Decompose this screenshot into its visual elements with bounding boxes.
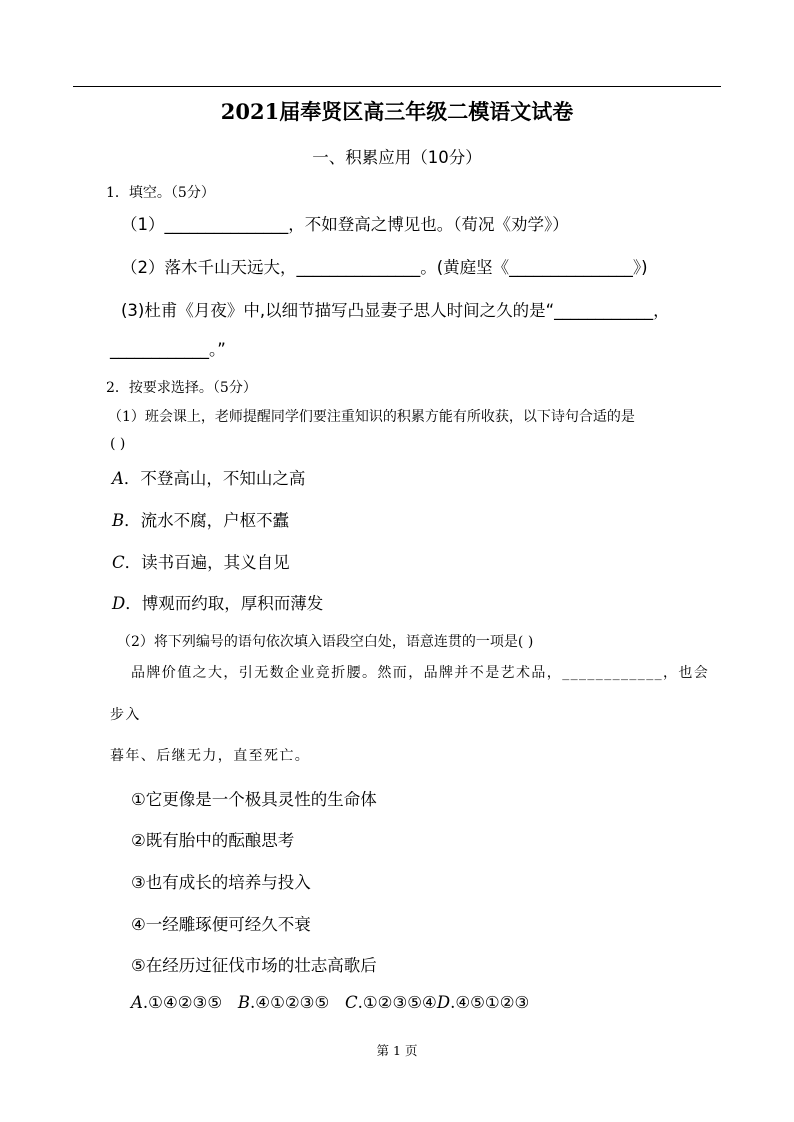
answer-choices [131, 993, 529, 1012]
question-2-stem: 2．按要求选择。（5分） [106, 380, 257, 396]
answer-letter: B [237, 993, 251, 1012]
sentence-item-4: ④一经雕琢便可经久不衰 [131, 915, 311, 934]
answer-sequence: .①④②③⑤ [142, 993, 223, 1012]
answer-sequence: .④①②③⑤ [250, 993, 330, 1012]
option-c [112, 549, 290, 573]
page-number: 第 1 页 [376, 1043, 418, 1058]
option-text: ．不登高山，不知山之高 [123, 469, 306, 488]
question-1-blank-1: （1）_______________，不如登高之博见也。（荀况《劝学》） [121, 215, 569, 234]
option-text: ．流水不腐，户枢不蠹 [124, 511, 290, 530]
sentence-item-3: ③也有成长的培养与投入 [131, 873, 311, 892]
question-1-stem: 1．填空。（5分） [106, 185, 215, 201]
answer-choice-c [345, 993, 437, 1012]
option-d [112, 590, 323, 614]
option-letter: A [112, 469, 124, 488]
answer-choice-d [437, 993, 529, 1012]
answer-letter: D [436, 993, 451, 1012]
passage-line-1: 品牌价值之大，引无数企业竞折腰。然而，品牌并不是艺术品，____________，也会 [131, 665, 710, 681]
option-letter: B [112, 511, 125, 530]
passage-line-2: 步入 [110, 707, 141, 723]
question-1-blank-3: (3)杜甫《月夜》中,以细节描写凸显妻子思人时间之久的是“____________， [121, 301, 670, 320]
sentence-item-5: ⑤在经历过征伐市场的壮志高歌后 [131, 956, 377, 975]
section-heading: 一、积累应用（10分） [312, 148, 482, 167]
answer-letter: C [345, 993, 358, 1012]
sentence-item-2: ②既有胎中的酝酿思考 [131, 831, 295, 850]
answer-choice-a [131, 993, 222, 1012]
answer-sequence: .④⑤①②③ [450, 993, 530, 1012]
option-letter: C [112, 553, 125, 572]
question-2-sub-1-answer-bracket: ( ) [110, 436, 126, 452]
header-rule [73, 86, 721, 87]
question-2-sub-1-stem: （1）班会课上，老师提醒同学们要注重知识的积累方能有所收获，以下诗句合适的是 [108, 409, 635, 425]
answer-choice-b [238, 993, 329, 1012]
option-a [112, 465, 305, 489]
option-text: ．博观而约取，厚积而薄发 [125, 594, 324, 613]
answer-sequence: .①②③⑤④ [357, 993, 437, 1012]
option-text: ．读书百遍，其义自见 [124, 553, 290, 572]
option-letter: D [112, 594, 126, 613]
answer-letter: A [131, 993, 143, 1012]
option-b [112, 507, 289, 531]
question-1-blank-3-continued: ____________。” [110, 340, 226, 359]
sentence-item-1: ①它更像是一个极具灵性的生命体 [131, 790, 377, 809]
question-2-sub-2-stem: （2）将下列编号的语句依次填入语段空白处，语意连贯的一项是( ) [117, 634, 534, 650]
question-1-blank-2: （2）落木千山天远大，_______________。(黄庭坚《_______________》) [121, 258, 648, 277]
exam-title: 2021届奉贤区高三年级二模语文试卷 [220, 99, 574, 124]
passage-line-3: 暮年、后继无力，直至死亡。 [110, 748, 311, 764]
